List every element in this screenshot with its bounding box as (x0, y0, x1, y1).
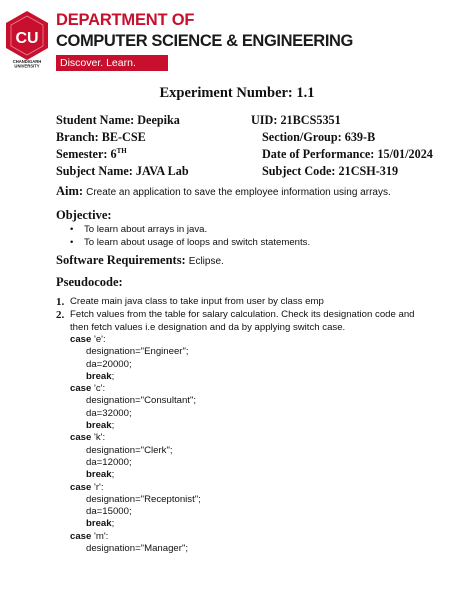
semester (56, 147, 127, 162)
code-line (70, 420, 201, 432)
student-name: Student Name: Deepika (56, 113, 180, 127)
code-text: ; (111, 469, 115, 481)
code-text: ; (111, 420, 115, 432)
code-text: 'e': (91, 334, 106, 345)
code-line: designation="Receptonist"; (86, 493, 201, 505)
list-item (70, 223, 310, 236)
svg-text:CU: CU (15, 30, 39, 47)
code-line (70, 432, 201, 444)
code-line: designation="Manager"; (86, 543, 189, 555)
objective-heading (56, 208, 112, 223)
cu-logo-icon (4, 10, 50, 68)
code-keyword: case (70, 481, 92, 493)
code-line: designation="Clerk"; (86, 444, 173, 456)
code-text: 'm': (91, 530, 109, 542)
software-section (56, 253, 224, 268)
code-keyword: case (70, 334, 92, 345)
code-line: da=12000; (86, 456, 132, 468)
software-label: Software Requirements: (56, 253, 186, 267)
aim-section (56, 184, 391, 199)
student-uid: UID: 21BCS5351 (251, 113, 341, 127)
code-line (70, 531, 201, 543)
objective-item-text: To learn about arrays in java. (84, 224, 208, 235)
code-text: ; (111, 370, 115, 382)
code-keyword: case (70, 530, 92, 542)
code-line: da=15000; (86, 506, 132, 518)
code-line: da=32000; (86, 407, 132, 419)
code-keyword: case (70, 432, 92, 444)
semester-superscript: TH (116, 147, 127, 155)
bullet-icon: • (70, 224, 74, 235)
objective-item-text: To learn about usage of loops and switch statements. (84, 237, 311, 248)
section-group: Section/Group: 639-B (262, 130, 376, 144)
code-keyword: break (86, 420, 112, 432)
code-line (70, 371, 201, 383)
subject-name: Subject Name: JAVA Lab (56, 164, 189, 178)
code-text: 'c': (91, 383, 106, 395)
code-keyword: break (86, 469, 112, 481)
aim-label: Aim: (56, 184, 84, 198)
code-line: da=20000; (86, 358, 132, 370)
pseudocode-step-text: Fetch values from the table for salary calculation. Check its designation code and then fetch values i.e designation and da by applying switch case. (70, 309, 415, 333)
item-number: 2. (56, 309, 65, 322)
item-number: 1. (56, 296, 65, 308)
objective-label: Objective: (56, 208, 112, 222)
code-line (70, 482, 201, 494)
tagline: Discover. Learn. Empower. (56, 55, 168, 71)
code-line: designation="Engineer"; (86, 346, 189, 358)
code-block (70, 334, 201, 555)
code-keyword: case (70, 383, 92, 395)
experiment-title: Experiment Number: 1.1 (159, 85, 315, 101)
list-item (56, 296, 416, 308)
aim-text: Create an application to save the employee information using arrays. (86, 187, 391, 198)
code-text: 'r': (91, 481, 104, 493)
department-title-line2: COMPUTER SCIENCE & ENGINEERING (56, 32, 353, 50)
code-keyword: break (86, 370, 112, 382)
code-line (70, 518, 201, 530)
pseudocode-step-text: Create main java class to take input from user by class emp (70, 296, 324, 307)
list-item (56, 309, 416, 334)
bullet-icon: • (70, 237, 74, 248)
code-line (70, 469, 201, 481)
code-text: 'k': (91, 432, 106, 444)
svg-text:CHANDIGARH: CHANDIGARH (12, 59, 42, 64)
branch: Branch: BE-CSE (56, 130, 146, 144)
code-line: designation="Consultant"; (86, 395, 197, 407)
department-title-line1: DEPARTMENT OF (56, 11, 195, 29)
semester-text: Semester: 6 (56, 147, 117, 162)
pseudocode-label: Pseudocode: (56, 275, 123, 289)
software-text: Eclipse. (188, 256, 224, 267)
pseudocode-list (56, 296, 416, 334)
code-line (70, 383, 201, 395)
list-item (70, 236, 310, 249)
subject-code: Subject Code: 21CSH-319 (262, 164, 399, 178)
pseudocode-heading (56, 275, 123, 290)
page-header (0, 0, 474, 85)
code-line (70, 334, 201, 346)
code-text: ; (111, 518, 115, 530)
date-of-performance: Date of Performance: 15/01/2024 (262, 147, 433, 161)
objective-list (70, 223, 310, 249)
code-keyword: break (86, 518, 112, 530)
svg-text:UNIVERSITY: UNIVERSITY (14, 63, 40, 68)
